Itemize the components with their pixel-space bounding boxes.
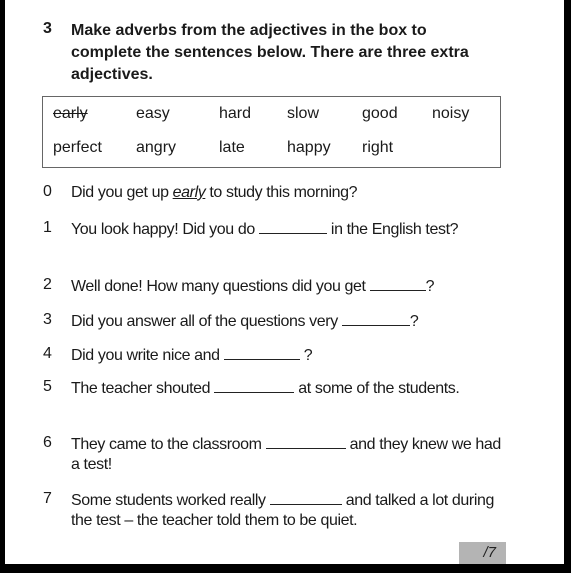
sentence-text: Did you write nice and (71, 347, 224, 364)
word-noisy: noisy (432, 105, 470, 122)
sentence-text: ? (299, 347, 313, 364)
worksheet-page (5, 0, 564, 564)
sentence-text: in the English test? (326, 221, 459, 238)
answer-blank[interactable] (342, 311, 410, 326)
sentence-text: Well done! How many questions did you get (71, 278, 370, 295)
word-slow: slow (287, 105, 320, 122)
answer-blank[interactable] (224, 345, 300, 360)
sentence-text: Some students worked really (71, 492, 270, 509)
sentence-number: 5 (43, 378, 52, 395)
sentence-text: You look happy! Did you do (71, 221, 259, 238)
sentence-number: 0 (43, 183, 52, 200)
word-easy: easy (136, 105, 170, 122)
sentence-4 (71, 345, 511, 366)
word-hard: hard (219, 105, 252, 122)
word-happy: happy (287, 139, 331, 156)
word-late: late (219, 139, 245, 156)
sentence-text: The teacher shouted (71, 380, 215, 397)
sentence-text: They came to the classroom (71, 436, 266, 453)
task-number: 3 (43, 20, 52, 37)
sentence-6 (71, 434, 511, 475)
sentence-number: 4 (43, 345, 52, 362)
word-angry: angry (136, 139, 177, 156)
sentence-text: at some of the students. (294, 380, 460, 397)
sentence-text: and talked a lot during the test – the teacher told them to be quiet. (71, 492, 494, 529)
sentence-7 (71, 490, 511, 531)
sentence-2 (71, 276, 511, 297)
answer-blank[interactable] (370, 276, 426, 291)
word-good: good (362, 105, 398, 122)
sentence-number: 3 (43, 311, 52, 328)
sentence-1 (71, 219, 511, 240)
sentence-5 (71, 378, 511, 399)
sentence-number: 2 (43, 276, 52, 293)
answer-blank[interactable] (266, 434, 346, 449)
sentence-number: 7 (43, 490, 52, 507)
answer-blank[interactable] (270, 490, 342, 505)
example-answer: early (172, 184, 206, 201)
word-perfect: perfect (53, 139, 102, 156)
sentence-text: Did you answer all of the questions very (71, 313, 342, 330)
sentence-number: 1 (43, 219, 52, 236)
sentence-text: ? (425, 278, 435, 295)
sentence-number: 6 (43, 434, 52, 451)
word-box (42, 96, 501, 168)
sentence-text: ? (409, 313, 419, 330)
bottom-border (0, 564, 571, 573)
answer-blank[interactable] (259, 219, 327, 234)
sentence-text: to study this morning? (205, 184, 358, 201)
score-box: /7 (459, 542, 506, 564)
sentence-0 (71, 183, 511, 203)
answer-blank[interactable] (214, 378, 294, 393)
sentence-text: and they knew we had a test! (71, 436, 501, 473)
word-early: early (53, 105, 88, 122)
sentence-text: Did you get up (71, 184, 173, 201)
word-right: right (362, 139, 394, 156)
task-instruction: Make adverbs from the adjectives in the box to complete the sentences below. There are three extra adjectives. (71, 22, 469, 83)
sentence-3 (71, 311, 511, 332)
